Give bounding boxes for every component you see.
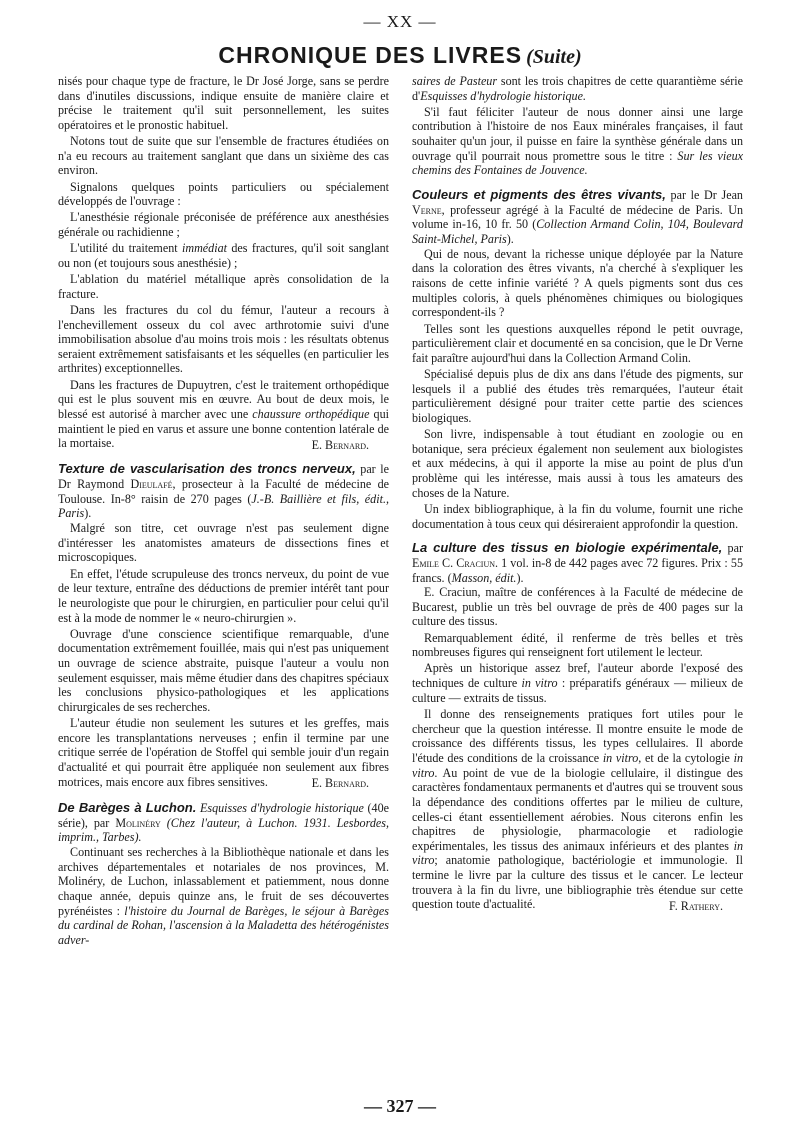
right-column (412, 74, 743, 1094)
paragraph: Signalons quelques points particuliers ou spécialement développés de l'ouvrage : (58, 179, 389, 209)
review-heading: La culture des tissus en biologie expérimentale, par Emile C. Craciun. 1 vol. in-8 de 442 pages avec 72 figures. Prix : 55 francs. (Masson, édit.). (412, 540, 743, 585)
paragraph: En effet, l'étude scrupuleuse des troncs nerveux, du point de vue de leur texture, entraîne des déductions de premier intérêt tant pour le neurologiste que pour le chirurgien, en particulier pour celui qu'il est à la mode de nommer le « neuro-chirurgien ». (58, 566, 389, 625)
paragraph: Continuant ses recherches à la Bibliothèque nationale et dans les archives départementales et notariales de nos provinces, M. Molinéry, de Luchon, inlassablement et patiemment, nous donne chaque année, depuis quinze ans, le fruit de ses découvertes pyrénéistes : l'histoire du Journal de Barèges, le séjour à Barèges du cardinal de Rohan, l'ascension à la Maladetta des hétérogénistes adver- (58, 844, 389, 947)
paragraph: Dans les fractures de Dupuytren, c'est le traitement orthopédique qui est le plus souvent mis en œuvre. Au bout de deux mois, le blessé est autorisé à marcher avec une chaussure orthopédique qui maintient le pied en varus et assure une bonne contention latérale de la mortaise. (58, 377, 389, 451)
roman-page-number: — XX — (363, 12, 437, 31)
paragraph: S'il faut féliciter l'auteur de nous donner ainsi une large contribution à l'histoire de nos Eaux minérales françaises, il faut souhaiter qu'un jour, il puisse en faire la synthèse générale dans un ouvrage qu'il pourrait nous promettre sous le titre : Sur les vieux chemins des Fontaines de Jouvence. (412, 104, 744, 178)
paragraph: Spécialisé depuis plus de dix ans dans l'étude des pigments, sur lesquels il a publié des études très remarquées, l'auteur était particulièrement désigné pour traiter cette partie des sciences biologiques. (412, 366, 743, 425)
review-title: La culture des tissus en biologie expérimentale, (412, 540, 723, 556)
page-number: — 327 — (364, 1096, 436, 1116)
running-title-main: CHRONIQUE DES LIVRES (218, 42, 523, 68)
review-signature: F. Rathery. (668, 899, 723, 913)
paragraph: Remarquablement édité, il renferme de très belles et très nombreuses figures qui renseignent fort utilement le lecteur. (412, 630, 743, 660)
paragraph: Après un historique assez bref, l'auteur aborde l'exposé des techniques de culture in vitro : préparatifs généraux — milieux de culture — extraits de tissus. (412, 661, 743, 705)
paragraph: saires de Pasteur sont les trois chapitres de cette quarantième série d'Esquisses d'hydrologie historique. (412, 74, 743, 103)
paragraph: L'utilité du traitement immédiat des fractures, qu'il soit sanglant ou non (et toujours sous anesthésie) ; (58, 241, 389, 270)
paragraph: L'auteur étudie non seulement les sutures et les greffes, mais encore les transplantations nerveuses ; enfin il termine par une critique serrée de l'opération de Stoffel qui semble jouir d'un regain d'actualité et qui pourrait être appliquée non seulement aux fibres motrices, mais encore aux fibres sensitives. (58, 716, 389, 789)
review-signature: E. Bernard. (311, 776, 369, 791)
paragraph: Un index bibliographique, à la fin du volume, fournit une riche documentation à tous ceux qui désireraient approfondir la question. (412, 501, 743, 531)
review-title: Texture de vascularisation des troncs nerveux, (58, 461, 356, 477)
review-signature: E. Bernard. (311, 437, 369, 452)
paragraph: Il donne des renseignements pratiques fort utiles pour le chercheur que la question intéresse. Il montre ensuite le mode de croissance des différents tissus, les types cellulaires. Il aborde l'étude des conditions de la croissance in vitro, et de la cytologie in vitro. Au point de vue de la biologie cellulaire, il distingue des caractères fondamentaux permanents et d'autres qui se trouvent sous la dépendance des conditions offertes par le milieu de culture, celles-ci étant essentiellement aérobies. Nous citerons enfin les chapitres de physiologie, pharmacologie et radiologie expérimentales, les tissus des animaux inférieurs et des plantes in vitro; anatomie pathologique, bactériologie et immunologie. Il termine le livre par la culture des tissus et le cancer. Le lecteur trouvera à la fin du livre, une bibliographie très étendue sur cette question toute d'actualité. (412, 706, 744, 912)
text-columns (58, 74, 743, 1094)
left-column (58, 74, 389, 1094)
paragraph: Telles sont les questions auxquelles répond le petit ouvrage, particulièrement clair et documenté en sa concision, que le Dr Verne fait paraître aujourd'hui dans la Collection Armand Colin. (412, 321, 743, 365)
review-title: Couleurs et pigments des êtres vivants, (412, 187, 666, 203)
paragraph: nisés pour chaque type de fracture, le Dr José Jorge, sans se perdre dans d'inutiles discussions, indique ensuite de manière claire et précise le traitement qu'il suit personnellement, les suites opératoires et le pronostic habituel. (58, 74, 389, 132)
paragraph: L'anesthésie régionale préconisée de préférence aux anesthésies générale ou rachidienne ; (58, 210, 389, 240)
paragraph: L'ablation du matériel métallique après consolidation de la fracture. (58, 272, 389, 301)
running-title-suffix: (Suite) (526, 46, 582, 68)
paragraph: Son livre, indispensable à tout étudiant en zoologie ou en botanique, sera précieux également non seulement aux biologistes et aux médecins, à qui il apporte la mise au point de plus d'un problème qui les intéresse, mais aussi à tous les amateurs des choses de la Nature. (412, 427, 743, 500)
paragraph: E. Craciun, maître de conférences à la Faculté de médecine de Bucarest, publie un très bel ouvrage de près de 400 pages sur la culture des tissus. (412, 585, 743, 629)
paragraph: Malgré son titre, cet ouvrage n'est pas seulement digne d'intéresser les anatomistes amateurs de dissections fines et microscopiques. (58, 521, 389, 565)
paragraph: Notons tout de suite que sur l'ensemble de fractures étudiées on n'a eu recours au traitement sanglant que dans un sixième des cas environ. (58, 134, 389, 178)
running-title (0, 42, 800, 69)
review-heading: De Barèges à Luchon. Esquisses d'hydrologie historique (40e série), par Molinéry (Chez l'auteur, à Luchon. 1931. Lesbordes, imprim., Tarbes). (58, 799, 390, 845)
review-heading: Couleurs et pigments des êtres vivants, par le Dr Jean Verne, professeur agrégé à la Faculté de médecine de Paris. Un volume in-16, 10 fr. 50 (Collection Armand Colin, 104, Boulevard Saint-Michel, Paris). (412, 187, 743, 247)
review-title: De Barèges à Luchon. (58, 799, 197, 815)
paragraph: Ouvrage d'une conscience scientifique remarquable, d'une documentation extrêmement fouillée, mais qui n'est pas uniquement un ouvrage de science abstraite, puisque l'auteur a voulu non seulement esquisser, mais même étudier dans des chapitres spéciaux les conclusions physico-pathologiques et les applications chirurgicales de ses recherches. (58, 626, 389, 714)
review-heading: Texture de vascularisation des troncs nerveux, par le Dr Raymond Dieulafé, prosecteur à la Faculté de médecine de Toulouse. In-8° raisin de 270 pages (J.-B. Baillière et fils, édit., Paris). (58, 461, 390, 521)
paragraph: Dans les fractures du col du fémur, l'auteur a recours à l'enchevillement osseux du col avec arthrotomie suivi d'une immobilisation absolue d'au moins trois mois : les résultats obtenus seraient extrêmement satisfaisants et les séquelles (en particulier les arthrites) exceptionnelles. (58, 302, 389, 376)
paragraph: Qui de nous, devant la richesse unique déployée par la Nature dans la coloration des êtres vivants, n'a cherché à s'expliquer les raisons de cette infinie variété ? A quels pigments sont dus ces multiples coloris, à quels phénomènes chimiques ou biologiques correspondent-ils ? (412, 246, 743, 320)
